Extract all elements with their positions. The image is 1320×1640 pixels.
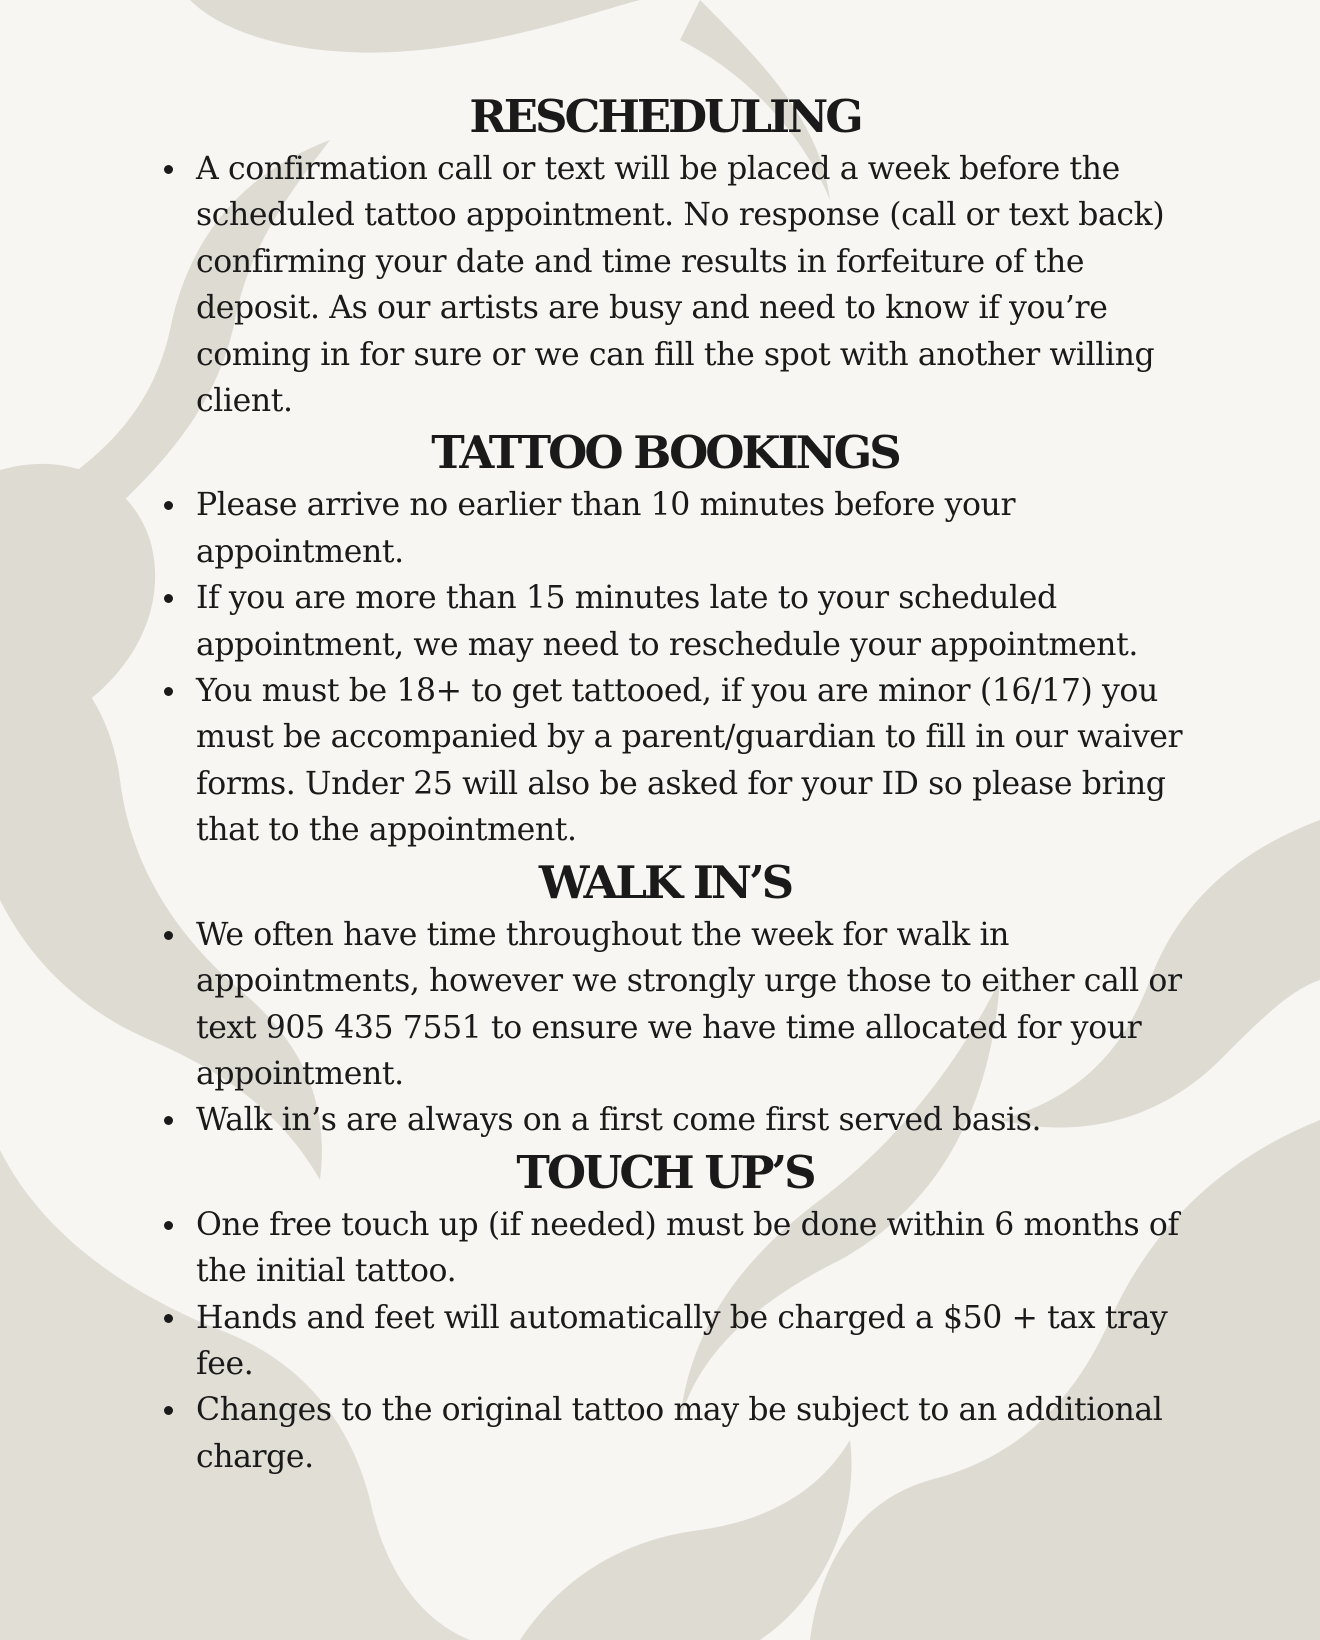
section-list [160,1202,1190,1480]
list-item [160,575,1190,668]
section-heading: TATTOO BOOKINGS [431,426,899,480]
section-touch-ups [160,1144,1190,1480]
list-item [160,1387,1190,1480]
section-list [160,482,1190,853]
section-list [160,912,1190,1144]
list-item-text: If you are more than 15 minutes late to your scheduled appointment, we may need to reschedule your appointment. [196,580,1138,663]
section-heading: RESCHEDULING [469,90,861,143]
list-item [160,912,1190,1098]
list-item-text: We often have time throughout the week for walk in appointments, however we strongly urge those to either call or text 905 435 7551 to ensure we have time allocated for your appointment. [196,916,1182,1092]
policy-content [160,88,1190,1480]
list-item [160,1202,1190,1295]
list-item [160,1097,1190,1143]
bullet-icon [164,1314,173,1323]
list-item-text: Walk in’s are always on a first come first served basis. [196,1102,1042,1139]
bullet-icon [164,594,173,603]
section-rescheduling [160,88,1190,424]
bullet-icon [164,1406,173,1415]
section-heading: TOUCH UP’S [516,1145,814,1199]
list-item-text: You must be 18+ to get tattooed, if you are minor (16/17) you must be accompanied by a parent/guardian to fill in our waiver forms. Under 25 will also be asked for your ID so please bring that to the appointment. [196,673,1183,849]
bullet-icon [164,931,173,940]
list-item [160,146,1190,424]
bullet-icon [164,1221,173,1230]
list-item [160,668,1190,854]
section-heading: WALK IN’S [538,855,792,909]
section-walk-ins [160,854,1190,1144]
list-item-text: One free touch up (if needed) must be done within 6 months of the initial tattoo. [196,1206,1179,1290]
section-tattoo-bookings [160,424,1190,853]
list-item-text: Changes to the original tattoo may be subject to an additional charge. [196,1392,1163,1475]
bullet-icon [164,687,173,696]
bullet-icon [164,501,173,510]
bullet-icon [164,165,173,174]
list-item [160,482,1190,575]
section-list [160,146,1190,424]
list-item-text: A confirmation call or text will be placed a week before the scheduled tattoo appointment. No response (call or text back) confirming your date and time results in forfeiture of the deposit. As our artists are busy and need to know if you’re coming in for sure or we can fill the spot with another willing client. [196,151,1165,420]
list-item-text: Hands and feet will automatically be charged a $50 + tax tray fee. [196,1299,1168,1382]
bullet-icon [164,1116,173,1125]
list-item [160,1295,1190,1388]
list-item-text: Please arrive no earlier than 10 minutes before your appointment. [196,487,1016,570]
